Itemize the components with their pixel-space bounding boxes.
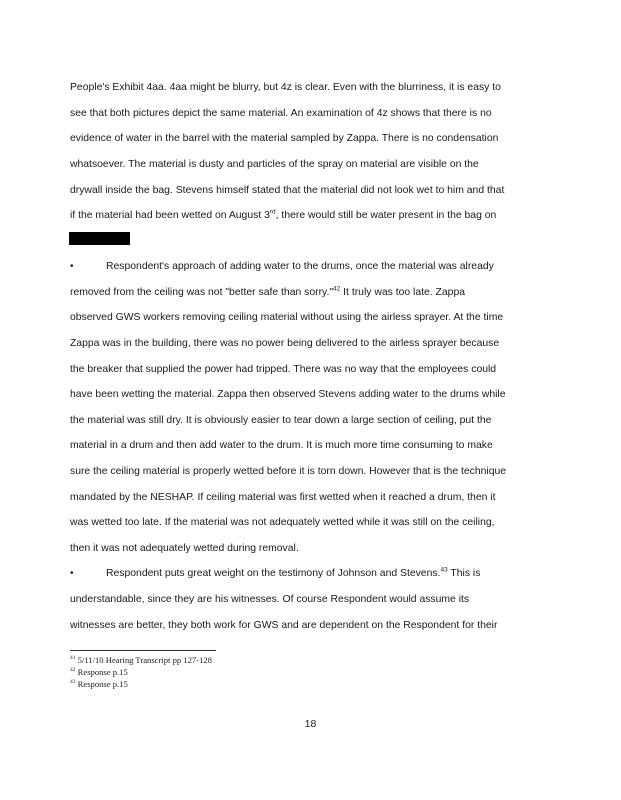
- body-text-line: [70, 209, 496, 222]
- body-text-line: see that both pictures depict the same material. An examination of 4z shows that there is no: [70, 108, 492, 119]
- body-text-line: witnesses are better, they both work for GWS and are dependent on the Respondent for their: [70, 620, 498, 631]
- body-text-line: observed GWS workers removing ceiling material without using the airless sprayer. At the time: [70, 312, 504, 323]
- body-text-line: have been wetting the material. Zappa then observed Stevens adding water to the drums while: [70, 389, 506, 400]
- body-text-line: People's Exhibit 4aa. 4aa might be blurry, but 4z is clear. Even with the blurriness, it is easy to: [70, 82, 501, 93]
- body-text-line: [70, 286, 465, 299]
- footnote-number: 42: [70, 667, 76, 674]
- footnote-ref: 42: [333, 285, 341, 293]
- body-text-line: Respondent's approach of adding water to the drums, once the material was already: [106, 261, 494, 272]
- body-text-line: material in a drum and then add water to the drum. It is much more time consuming to make: [70, 440, 493, 451]
- text-segment: removed from the ceiling was not "better safe than sorry.": [70, 287, 334, 298]
- body-text-line: the breaker that supplied the power had tripped. There was no way that the employees could: [70, 364, 497, 375]
- body-text-line: whatsoever. The material is dusty and particles of the spray on material are visible on the: [70, 159, 479, 170]
- footnote: [70, 655, 212, 666]
- text-segment: if the material had been wetted on August 3: [70, 210, 270, 221]
- bullet-icon: •: [70, 568, 74, 579]
- footnote-text: Response p.15: [75, 679, 128, 689]
- footnote-divider: [70, 650, 216, 651]
- footnote-ref: 43: [440, 566, 448, 574]
- body-text-line: drywall inside the bag. Stevens himself stated that the material did not look wet to him and that: [70, 185, 505, 196]
- footnote-text: Response p.15: [75, 667, 128, 677]
- body-text-line: the material was still dry. It is obviously easier to tear down a large section of ceiling, put the: [70, 415, 492, 426]
- footnote-text: 5/11/10 Hearing Transcript pp 127-128: [75, 655, 212, 665]
- footnote-number: 41: [70, 655, 76, 662]
- body-text-line: [106, 567, 480, 580]
- bullet-icon: •: [70, 261, 74, 272]
- footnote-number: 43: [70, 679, 76, 686]
- text-segment: It truly was too late. Zappa: [340, 287, 466, 298]
- footnote: [70, 667, 128, 678]
- body-text-line: evidence of water in the barrel with the material sampled by Zappa. There is no condensation: [70, 133, 499, 144]
- superscript: rd: [269, 208, 276, 216]
- body-text-line: mandated by the NESHAP. If ceiling material was first wetted when it reached a drum, then it: [70, 492, 496, 503]
- body-text-line: understandable, since they are his witnesses. Of course Respondent would assume its: [70, 594, 470, 605]
- body-text-line: then it was not adequately wetted during removal.: [70, 543, 299, 554]
- body-text-line: was wetted too late. If the material was not adequately wetted while it was still on the ceiling,: [70, 517, 495, 528]
- redaction-block: [69, 232, 130, 245]
- footnote: [70, 679, 128, 690]
- text-segment: This is: [447, 568, 481, 579]
- page-number: 18: [304, 718, 317, 730]
- body-text-line: Zappa was in the building, there was no power being delivered to the airless sprayer because: [70, 338, 500, 349]
- text-segment: , there would still be water present in the bag on: [275, 210, 497, 221]
- body-text-line: sure the ceiling material is properly wetted before it is torn down. However that is the technique: [70, 466, 507, 477]
- text-segment: Respondent puts great weight on the testimony of Johnson and Stevens.: [106, 568, 441, 579]
